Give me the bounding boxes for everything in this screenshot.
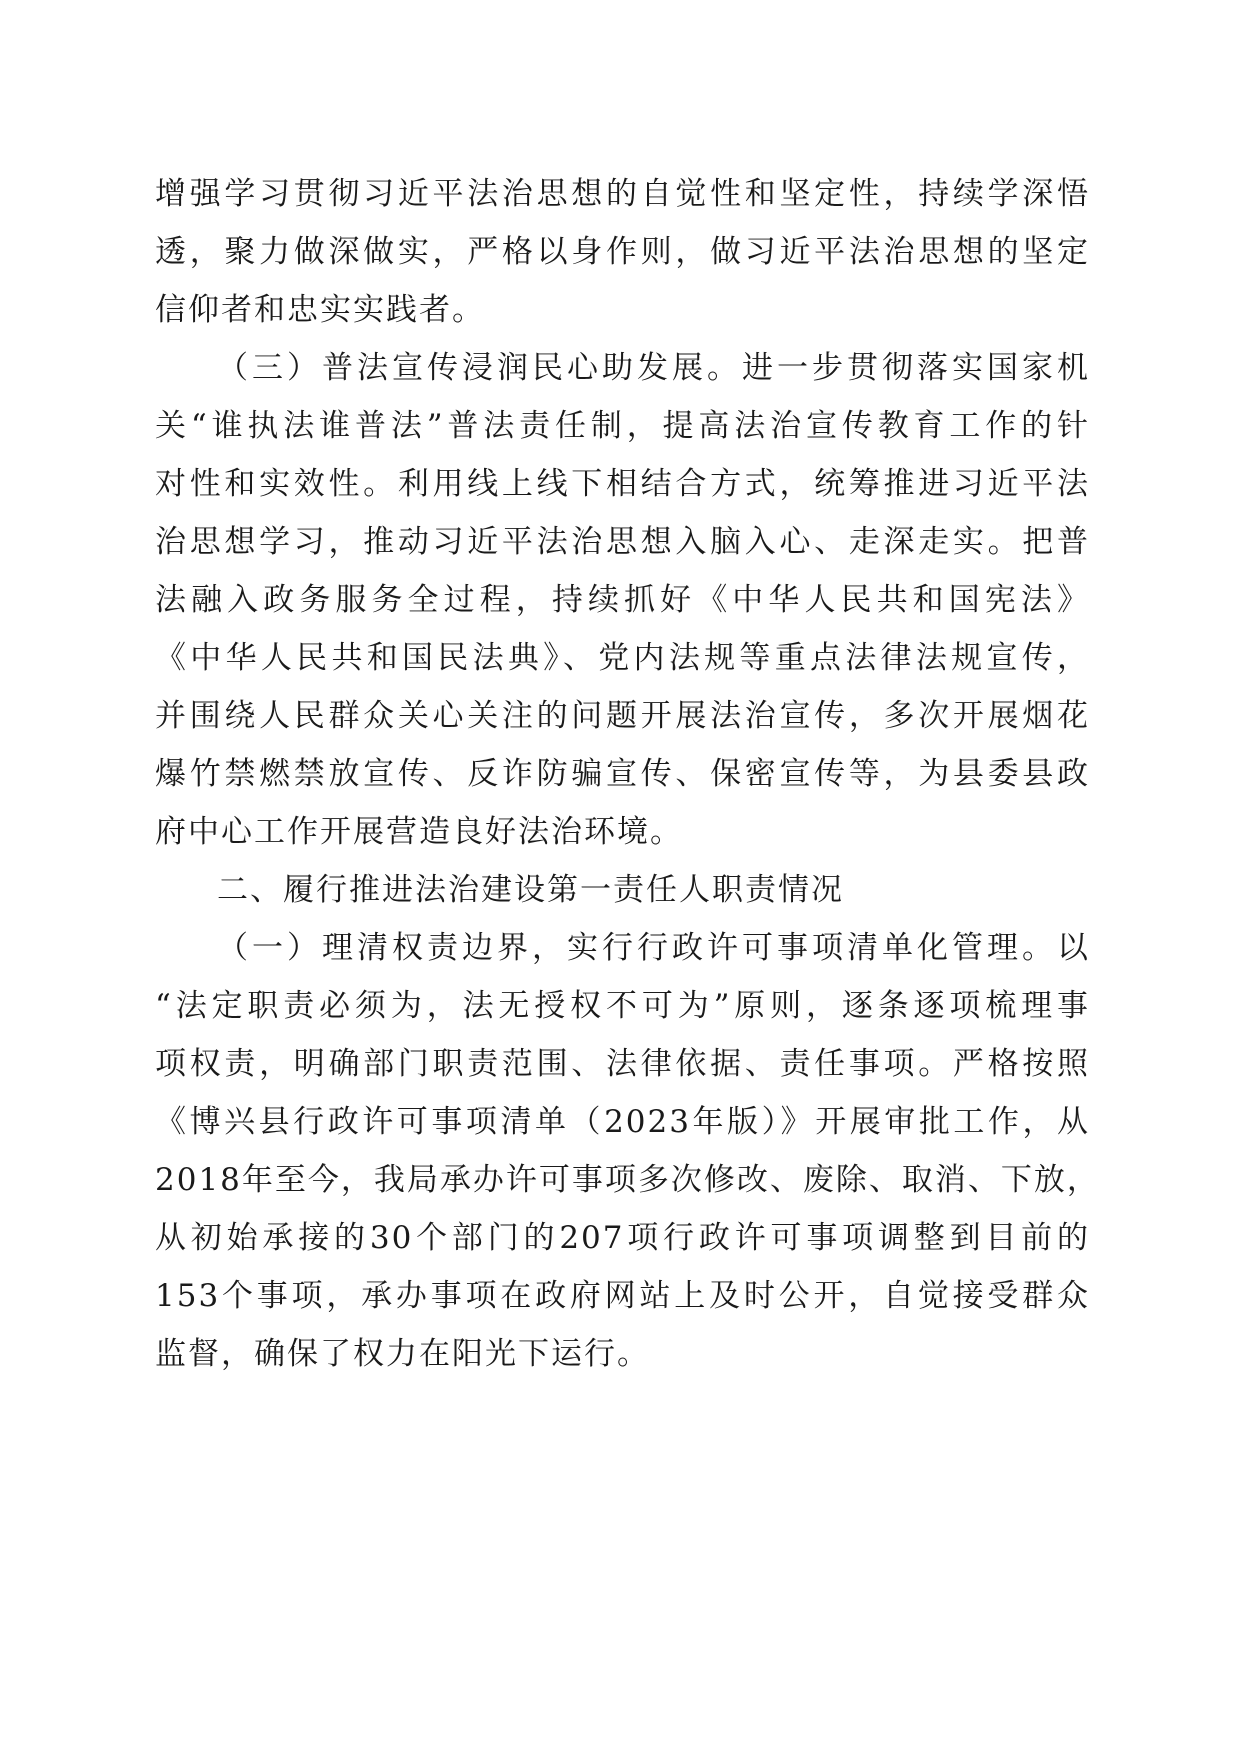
paragraph-line-11: 爆竹禁燃禁放宣传、反诈防骗宣传、保密宣传等，为县委县政 <box>155 756 1090 792</box>
paragraph-line-18: 2018年至今，我局承办许可事项多次修改、废除、取消、下放， <box>155 1162 1100 1198</box>
paragraph-line-8: 法融入政务服务全过程，持续抓好《中华人民共和国宪法》 <box>155 582 1090 618</box>
paragraph-line-5: 关“谁执法谁普法”普法责任制，提高法治宣传教育工作的针 <box>155 408 1090 444</box>
paragraph-line-9: 《中华人民共和国民法典》、党内法规等重点法律法规宣传， <box>155 640 1090 676</box>
section-heading-3: （三）普法宣传浸润民心助发展。进一步贯彻落实国家机 <box>217 350 1090 386</box>
paragraph-line-3: 信仰者和忠实实践者。 <box>155 292 485 328</box>
paragraph-line-6: 对性和实效性。利用线上线下相结合方式，统筹推进习近平法 <box>155 466 1090 502</box>
section-heading-1: （一）理清权责边界，实行行政许可事项清单化管理。以 <box>217 930 1090 966</box>
paragraph-line-16: 项权责，明确部门职责范围、法律依据、责任事项。严格按照 <box>155 1046 1090 1082</box>
paragraph-line-21: 监督，确保了权力在阳光下运行。 <box>155 1336 650 1372</box>
paragraph-line-19: 从初始承接的30个部门的207项行政许可事项调整到目前的 <box>155 1220 1090 1256</box>
chapter-heading-2: 二、履行推进法治建设第一责任人职责情况 <box>217 872 844 908</box>
paragraph-line-7: 治思想学习，推动习近平法治思想入脑入心、走深走实。把普 <box>155 524 1090 560</box>
paragraph-line-1: 增强学习贯彻习近平法治思想的自觉性和坚定性，持续学深悟 <box>155 176 1090 212</box>
paragraph-line-20: 153个事项，承办事项在政府网站上及时公开，自觉接受群众 <box>155 1278 1090 1314</box>
paragraph-line-15: “法定职责必须为，法无授权不可为”原则，逐条逐项梳理事 <box>155 988 1090 1024</box>
paragraph-line-17: 《博兴县行政许可事项清单（2023年版）》开展审批工作，从 <box>155 1104 1090 1140</box>
paragraph-line-2: 透，聚力做深做实，严格以身作则，做习近平法治思想的坚定 <box>155 234 1090 270</box>
paragraph-line-10: 并围绕人民群众关心关注的问题开展法治宣传，多次开展烟花 <box>155 698 1090 734</box>
paragraph-line-12: 府中心工作开展营造良好法治环境。 <box>155 814 683 850</box>
